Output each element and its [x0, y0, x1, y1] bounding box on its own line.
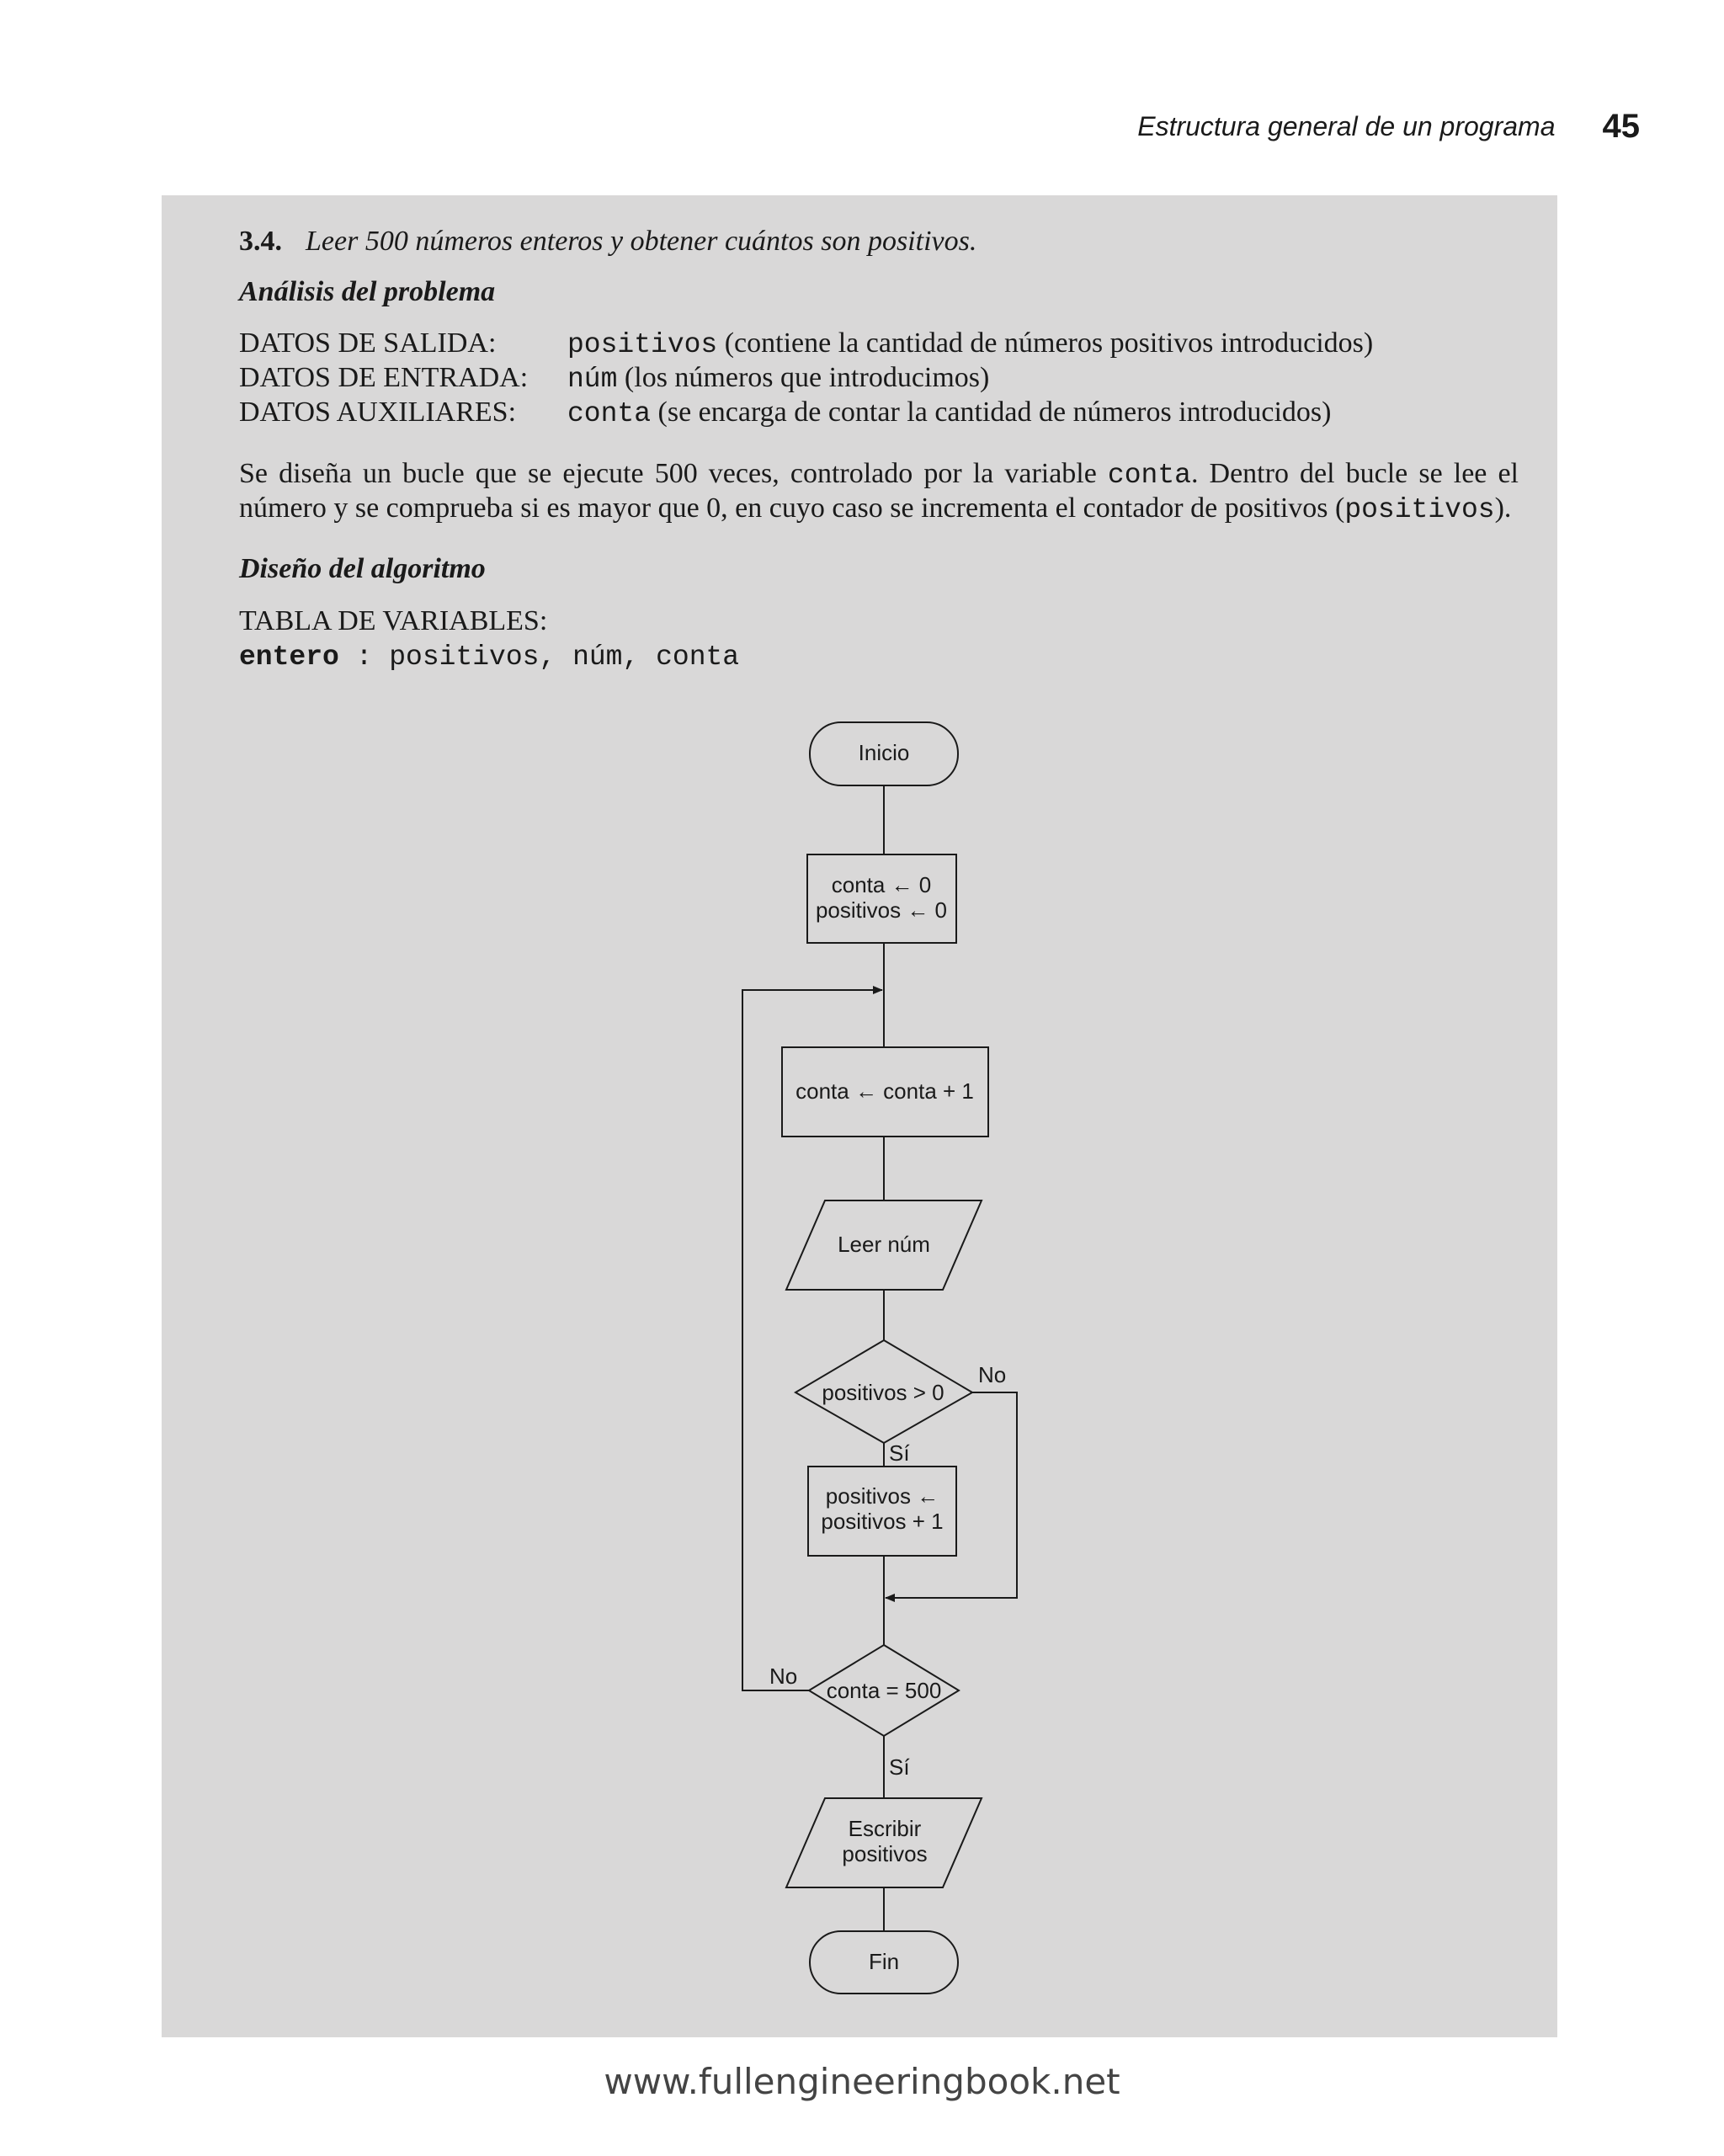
- output-label-line2: positivos: [842, 1841, 928, 1866]
- analysis-heading: Análisis del problema: [239, 276, 496, 307]
- data-label: DATOS AUXILIARES:: [239, 397, 517, 428]
- output-label-line1: Escribir: [848, 1816, 922, 1841]
- exercise-statement: Leer 500 números enteros y obtener cuántos son positivos.: [306, 226, 977, 257]
- exercise-number: 3.4.: [239, 226, 282, 257]
- paragraph-text: Se diseña un bucle que se ejecute 500 veces, controlado por la variable: [239, 458, 1108, 489]
- decision2-yes-label: Sí: [889, 1754, 910, 1780]
- decision1-no-label: No: [978, 1362, 1007, 1387]
- paragraph-text: . Dentro del bucle se lee el número y se comprueba si es mayor que 0, en cuyo caso se incrementa el contador de positivos (: [239, 458, 1519, 524]
- type-keyword: entero: [239, 641, 339, 673]
- variable-note: (los números que introducimos): [617, 362, 990, 393]
- decision2-no-label: No: [769, 1664, 798, 1689]
- exercise-panel: [162, 195, 1557, 2037]
- variable-name: positivos: [1344, 494, 1495, 525]
- process-label-line2: positivos + 1: [821, 1509, 944, 1534]
- process-label-line1: positivos ←: [825, 1483, 939, 1509]
- data-label: DATOS DE SALIDA:: [239, 327, 497, 359]
- footer-url: www.fullengineeringbook.net: [604, 2061, 1120, 2102]
- variable-note: (contiene la cantidad de números positivos introducidos): [717, 327, 1374, 359]
- data-label: DATOS DE ENTRADA:: [239, 362, 529, 393]
- variables-table-label: TABLA DE VARIABLES:: [239, 605, 548, 636]
- variable-name: conta: [567, 398, 652, 429]
- variable-list: : positivos, núm, conta: [338, 641, 740, 673]
- variable-name: positivos: [567, 329, 718, 360]
- running-head: [630, 108, 1640, 146]
- variable-name: núm: [567, 364, 618, 395]
- start-label: Inicio: [858, 740, 910, 765]
- flowchart: [162, 195, 1557, 2037]
- page-number: 45: [1602, 108, 1640, 145]
- increment-label: conta ← conta + 1: [795, 1078, 974, 1104]
- init-label-line1: conta ← 0: [831, 872, 932, 897]
- end-label: Fin: [868, 1949, 900, 1974]
- paragraph-text: ).: [1494, 492, 1512, 524]
- init-label-line2: positivos ← 0: [815, 897, 948, 923]
- decision2-label: conta = 500: [826, 1678, 942, 1703]
- decision1-yes-label: Sí: [889, 1440, 910, 1466]
- variable-note: (se encarga de contar la cantidad de números introducidos): [651, 397, 1332, 428]
- variable-name: conta: [1107, 460, 1191, 491]
- decision1-label: positivos > 0: [822, 1380, 944, 1405]
- design-heading: Diseño del algoritmo: [239, 553, 486, 584]
- chapter-title: Estructura general de un programa: [1137, 111, 1556, 141]
- read-label: Leer núm: [838, 1232, 930, 1257]
